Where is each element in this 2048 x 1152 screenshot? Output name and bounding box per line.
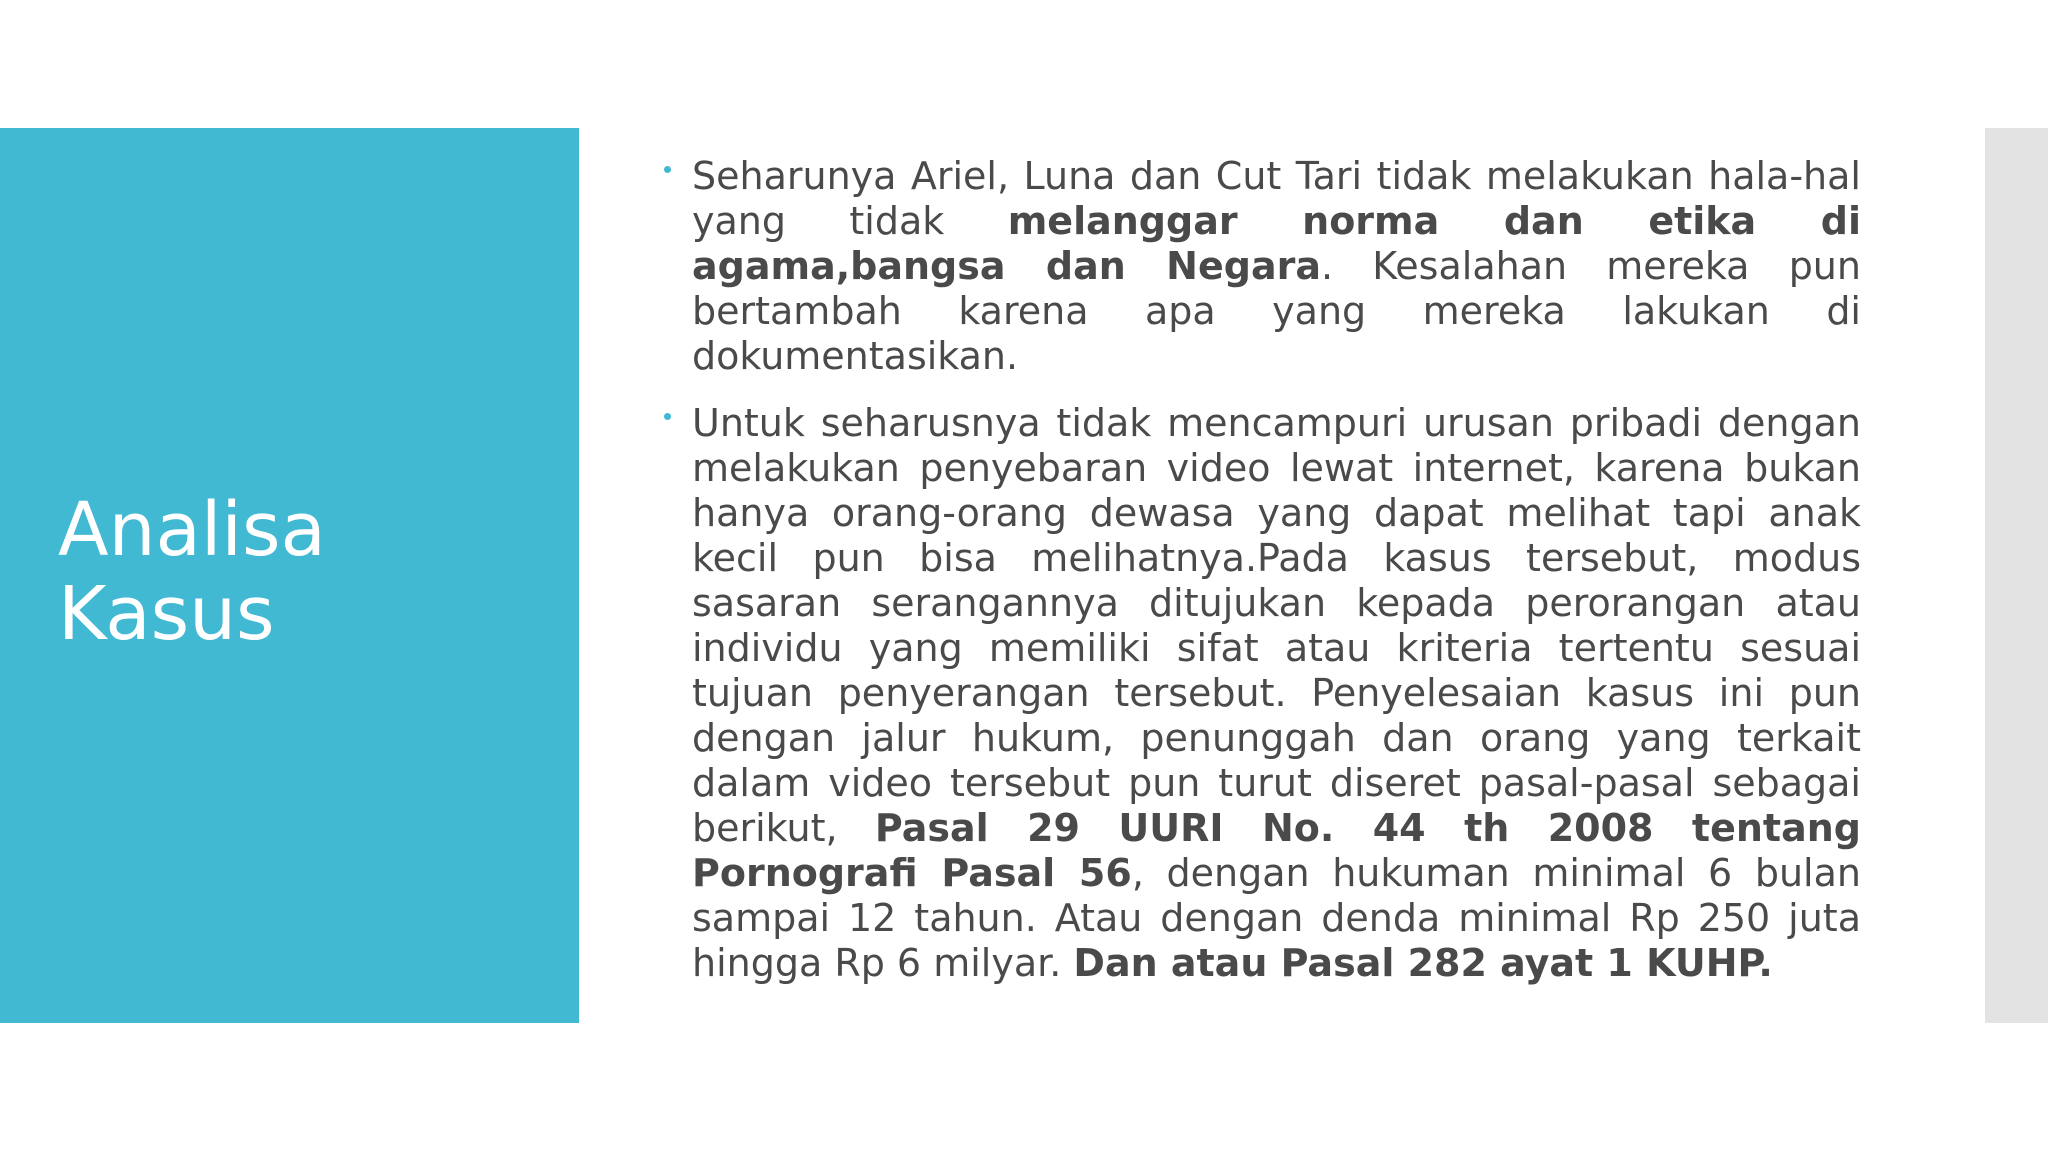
bullet-1-text-bold-1: melanggar norma dan etika di agama,bangsa dan Negara — [692, 199, 1861, 288]
bullet-item — [660, 154, 1861, 379]
bullet-2-text-part-1: Untuk seharusnya tidak mencampuri urusan pribadi dengan melakukan penyebaran video lewat internet, karena bukan hanya orang-orang dewasa yang dapat melihat tapi anak kecil pun bisa melihatnya.Pada kasus tersebut, modus sasaran serangannya ditujukan kepada perorangan atau individu yang memiliki sifat atau kriteria tertentu sesuai tujuan penyerangan tersebut. Penyelesaian kasus ini pun dengan jalur hukum, penunggah dan orang yang terkait dalam video tersebut pun turut diseret pasal-pasal sebagai berikut, — [692, 401, 1861, 850]
bullet-2-text-part-2: , dengan hukuman minimal 6 bulan sampai 12 tahun. Atau dengan denda minimal Rp 250 juta hingga Rp 6 milyar. — [692, 851, 1861, 985]
slide-title — [58, 488, 558, 656]
bullet-1-text-part-2: . Kesalahan mereka pun bertambah karena apa yang mereka lakukan di dokumentasikan. — [692, 244, 1861, 378]
bullet-2-text-bold-1: Pasal 29 UURI No. 44 th 2008 tentang Pornografi Pasal 56 — [692, 806, 1861, 895]
bullet-item — [660, 401, 1861, 986]
slide-title-line-1: Analisa — [58, 487, 326, 573]
slide-title-line-2: Kasus — [58, 571, 275, 657]
bullet-dot-icon — [664, 413, 671, 420]
bullet-list — [660, 154, 1861, 1008]
bullet-1-text-part-1: Seharunya Ariel, Luna dan Cut Tari tidak melakukan hala-hal yang tidak — [692, 154, 1861, 243]
side-accent-bar — [1985, 128, 2048, 1023]
bullet-dot-icon — [664, 166, 671, 173]
bullet-2-text-bold-2: Dan atau Pasal 282 ayat 1 KUHP. — [1073, 941, 1773, 985]
